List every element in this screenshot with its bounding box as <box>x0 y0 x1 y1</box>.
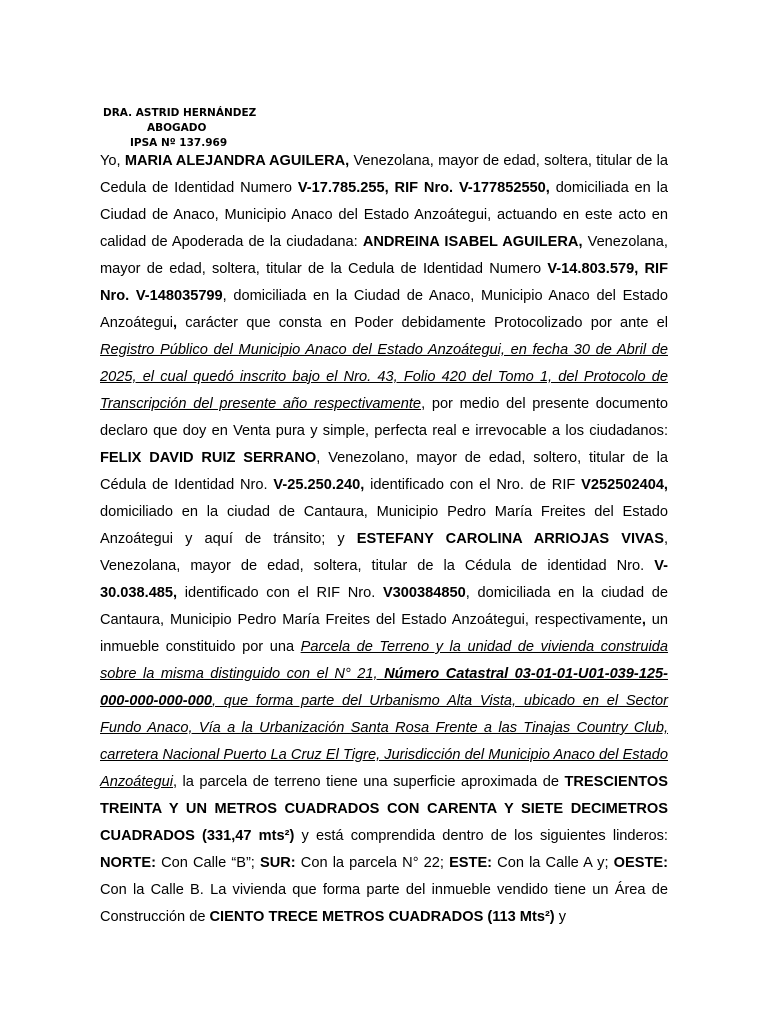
boundary-south: Con la parcela N° 22; <box>295 855 450 871</box>
buyer2-rif: V300384850 <box>382 585 466 601</box>
boundary-east-label: ESTE: <box>449 855 493 871</box>
sale-paragraph <box>100 148 668 931</box>
text-run: carácter que consta en Poder debidamente Protocolizado por ante el <box>177 315 668 331</box>
seller-id: V-17.785.255, RIF Nro. V-177852550, <box>297 180 550 196</box>
text-run: , Venezolano, mayor de edad, soltero, titular de la Cédula de Identidad Nro. <box>100 450 668 493</box>
text-run: , domiciliada en la ciudad de Cantaura, Municipio Pedro María Freites del Estado Anzoátegui, respectivamente <box>100 585 668 628</box>
text-run: identificado con el Nro. de RIF <box>364 477 582 493</box>
text-run: Yo, <box>100 153 125 169</box>
principal-id: V-14.803.579, RIF Nro. V-148035799 <box>100 261 668 304</box>
text-run: identificado con el RIF Nro. <box>177 585 383 601</box>
land-area: TRESCIENTOS TREINTA Y UN METROS CUADRADOS CON CARENTA Y SIETE DECIMETROS CUADRADOS (331,47 mts²) <box>100 774 668 844</box>
text-run: domiciliado en la ciudad de Cantaura, Municipio Pedro María Freites del Estado Anzoátegui y aquí de tránsito; y <box>100 504 668 547</box>
lawyer-title: ABOGADO <box>147 122 207 134</box>
buyer2-id: V-30.038.485, <box>100 558 668 601</box>
buyer2-name: ESTEFANY CAROLINA ARRIOJAS VIVAS <box>356 531 664 547</box>
boundary-north-label: NORTE: <box>100 855 156 871</box>
lawyer-name: DRA. ASTRID HERNÁNDEZ <box>103 107 257 119</box>
boundary-north: Con Calle “B”; <box>155 855 260 871</box>
seller-name: MARIA ALEJANDRA AGUILERA, <box>124 153 350 169</box>
buyer1-rif: V252502404, <box>581 477 668 493</box>
principal-name: ANDREINA ISABEL AGUILERA, <box>362 234 583 250</box>
text-run: domiciliada en la Ciudad de Anaco, Municipio Anaco del Estado Anzoátegui, actuando en este acto en calidad de Apoderada de la ciudadana: <box>100 180 668 250</box>
property-description <box>100 639 668 790</box>
lawyer-ipsa-number: IPSA Nº 137.969 <box>130 137 228 149</box>
property-text: Parcela de Terreno y la unidad de vivienda construida sobre la misma distinguido con el N° 21, <box>100 639 669 682</box>
text-run: un inmueble constituido por una <box>100 612 668 655</box>
text-run: , domiciliada en la Ciudad de Anaco, Municipio Anaco del Estado Anzoátegui <box>100 288 669 331</box>
buyer1-id: V-25.250.240, <box>273 477 365 493</box>
property-text: , que forma parte del Urbanismo Alta Vista, ubicado en el Sector Fundo Anaco, Vía a la Urbanización Santa Rosa Frente a las Tinajas Country Club, carretera Nacional Puerto La Cruz El Tigre, Jurisdicción del Municipio Anaco del Estado Anzoátegui <box>100 693 668 790</box>
registry-reference: Registro Público del Municipio Anaco del Estado Anzoátegui, en fecha 30 de Abril de 2025, el cual quedó inscrito bajo el Nro. 43, Folio 420 del Tomo 1, del Protocolo de Transcripción del presente año respectivamente <box>100 342 668 412</box>
text-run: , la parcela de terreno tiene una superficie aproximada de <box>173 774 565 790</box>
cadastral-number: Número Catastral 03-01-01-U01-039-125-000-000-000-000 <box>100 666 668 709</box>
letterhead <box>103 106 256 151</box>
text-run: , por medio del presente documento declaro que doy en Venta pura y simple, perfecta real e irrevocable a los ciudadanos: <box>100 396 668 439</box>
text-run: y <box>554 909 567 925</box>
document-body <box>100 148 668 931</box>
text-run: , Venezolana, mayor de edad, soltera, titular de la Cédula de identidad Nro. <box>100 531 669 574</box>
buyer1-name: FELIX DAVID RUIZ SERRANO <box>100 450 317 466</box>
boundary-west: Con la Calle B. La vivienda que forma parte del inmueble vendido tiene un Área de Construcción de <box>100 882 668 925</box>
boundary-east: Con la Calle A y; <box>492 855 614 871</box>
boundary-south-label: SUR: <box>259 855 296 871</box>
text-run: Venezolana, mayor de edad, soltera, titular de la Cedula de Identidad Numero <box>100 234 668 277</box>
text-run: Venezolana, mayor de edad, soltera, titular de la Cedula de Identidad Numero <box>100 153 668 196</box>
boundary-west-label: OESTE: <box>613 855 668 871</box>
text-run: y está comprendida dentro de los siguientes linderos: <box>294 828 668 844</box>
text-run: , <box>173 315 178 331</box>
built-area: CIENTO TRECE METROS CUADRADOS (113 Mts²) <box>209 909 555 925</box>
text-run: , <box>641 612 646 628</box>
